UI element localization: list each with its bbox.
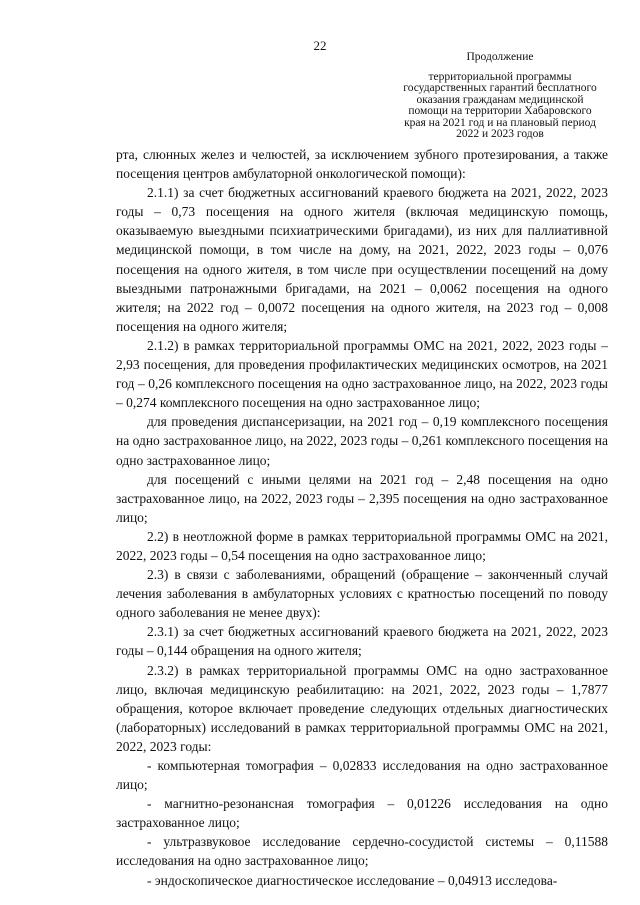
paragraph: 2.1.2) в рамках территориальной программы ОМС на 2021, 2022, 2023 годы – 2,93 посещения, для проведения профилактических медицинских осмотров, на 2021 год – 0,26 комплексного посещения на одно застрахованное лицо, на 2022, 2023 годы – 0,274 комплексного посещения на одно застрахованное лицо;: [116, 337, 608, 411]
paragraph: 2.2) в неотложной форме в рамках территориальной программы ОМС на 2021, 2022, 2023 годы – 0,54 посещения на одно застрахованное лицо;: [116, 528, 608, 563]
paragraph: 2.1.1) за счет бюджетных ассигнований краевого бюджета на 2021, 2022, 2023 годы – 0,73 посещения на одного жителя (включая медицинскую помощь, оказываемую выездными психиатрическими бригадами), из них для паллиативной медицинской помощи, в том числе на дому, на 2021, 2022, 2023 годы – 0,076 посещения на одного жителя, в том числе при осуществлении посещений на дому выездными патронажными бригадами, на 2021 – 0,0062 посещения на одного жителя; на 2022 год – 0,0072 посещения на одного жителя, на 2023 год – 0,008 посещения на одного жителя;: [116, 185, 608, 334]
paragraph: 2.3.1) за счет бюджетных ассигнований краевого бюджета на 2021, 2022, 2023 годы – 0,144 обращения на одного жителя;: [116, 624, 608, 659]
list-item: - магнитно-резонансная томография – 0,01226 исследования на одно застрахованное лицо;: [116, 796, 608, 831]
paragraph: для проведения диспансеризации, на 2021 год – 0,19 комплексного посещения на одно застрахованное лицо, на 2022, 2023 годы – 0,261 комплексного посещения на одно застрахованное лицо;: [116, 414, 608, 468]
header-line: помощи на территории Хабаровского: [408, 105, 592, 117]
paragraph: 2.3) в связи с заболеваниями, обращений (обращение – законченный случай лечения заболевания в амбулаторных условиях с кратностью посещений по поводу одного заболевания не менее двух):: [116, 567, 608, 621]
header-line: государственных гарантий бесплатного: [403, 82, 597, 94]
list-item: - ультразвуковое исследование сердечно-сосудистой системы – 0,11588 исследования на одно застрахованное лицо;: [116, 834, 608, 869]
page-number: 22: [313, 38, 327, 53]
list-item: - компьютерная томография – 0,02833 исследования на одно застрахованное лицо;: [116, 758, 608, 793]
paragraph: рта, слюнных желез и челюстей, за исключением зубного протезирования, а также посещения центров амбулаторной онкологической помощи):: [116, 147, 608, 182]
header-continuation: Продолжение: [466, 51, 534, 63]
header-line: оказания гражданам медицинской: [416, 93, 584, 106]
paragraph: для посещений с иными целями на 2021 год – 2,48 посещения на одно застрахованное лицо, на 2022, 2023 годы – 2,395 посещения на одно застрахованное лицо;: [116, 471, 608, 525]
document-body: [116, 145, 608, 890]
document-header: [365, 52, 635, 141]
paragraph: 2.3.2) в рамках территориальной программы ОМС на одно застрахованное лицо, включая медицинскую реабилитацию: на 2021, 2022, 2023 годы – 1,7877 обращения, которое включает проведение следующих отдельных диагностических (лабораторных) исследований в рамках территориальной программы ОМС на 2021, 2022, 2023 годы:: [116, 662, 608, 754]
list-item: - эндоскопическое диагностическое исследование – 0,04913 исследова-: [147, 872, 558, 888]
header-line: территориальной программы: [428, 70, 572, 83]
header-line: 2022 и 2023 годов: [456, 128, 544, 140]
header-line: края на 2021 год и на плановый период: [404, 116, 596, 129]
